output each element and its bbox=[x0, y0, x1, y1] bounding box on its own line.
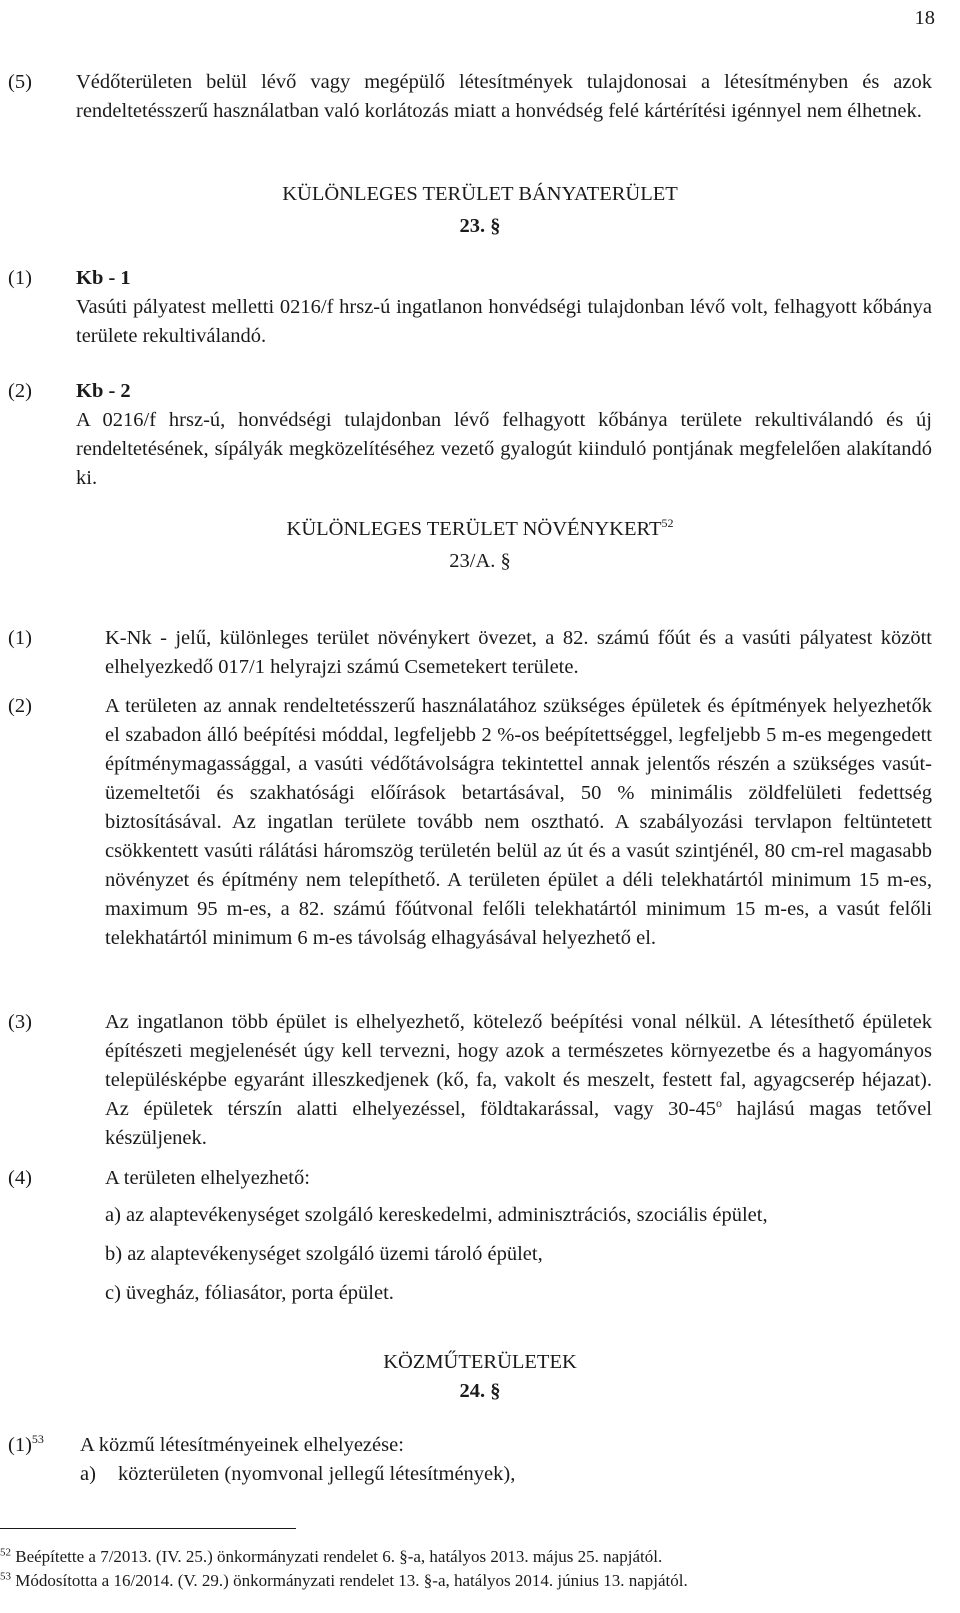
list-item-label: a) bbox=[80, 1463, 96, 1485]
paragraph-text: A területen az annak rendeltetésszerű használatához szükséges épületek és építmények helyezhetők el szabadon álló beépítési móddal, legfeljebb 2 %-os beépítettséggel, legfeljebb 5 m-es megengedett építménymagassággal, a vasúti védőtávolságra tekintettel annak jelentős részén a szükséges vasút-üzemeltetői és szakhatósági előírások betartásával, 50 % minimális zöldfelületi fedettség biztosításával. Az ingatlan területe tovább nem osztható. A szabályozási tervlapon feltüntetett csökkentett vasúti rálátási háromszög területén belül az út és a vasút szintjénél, 80 cm-rel magasabb növényzet és építmény nem telepíthető. A területen épület a déli telekhatártól minimum 15 m-es, maximum 95 m-es, a 82. számú főútvonal felőli telekhatártól minimum 15 m-es, a vasút felőli telekhatártól minimum 6 m-es távolság elhagyásával helyezhető el. bbox=[105, 695, 932, 949]
footnote-ref: 53 bbox=[31, 1432, 44, 1447]
footnote bbox=[0, 1570, 940, 1592]
section-heading: KÜLÖNLEGES TERÜLET BÁNYATERÜLET bbox=[282, 183, 678, 205]
section-number: 23. § bbox=[459, 215, 501, 237]
section-number: 23/A. § bbox=[449, 550, 511, 572]
paragraph-text-end: hajlású magas tetővel készüljenek. bbox=[105, 1098, 932, 1149]
paragraph-text: A 0216/f hrsz-ú, honvédségi tulajdonban lévő felhagyott kőbánya területe rekultiválandó és új rendeltetésének, sípályák megközelítéséhez vezető gyalogút kiinduló pontjának megfelelően alakítandó ki. bbox=[76, 409, 932, 489]
footnote-number: 53 bbox=[0, 1570, 11, 1583]
footnote-text: Beépítette a 7/2013. (IV. 25.) önkormányzati rendelet 6. §-a, hatályos 2013. május 25. napjától. bbox=[15, 1547, 663, 1566]
paragraph-number: (1) bbox=[8, 267, 32, 289]
paragraph-text: Vasúti pályatest melletti 0216/f hrsz-ú ingatlanon honvédségi tulajdonban lévő volt, felhagyott kőbánya területe rekultiválandó. bbox=[76, 296, 932, 347]
paragraph-text bbox=[105, 1008, 932, 1153]
footnote-ref: 52 bbox=[661, 516, 674, 531]
paragraph-text: K-Nk - jelű, különleges terület növénykert övezet, a 82. számú főút és a vasúti pályatest között elhelyezkedő 017/1 helyrajzi számú Csemetekert területe. bbox=[105, 627, 932, 678]
paragraph-title: Kb - 1 bbox=[76, 267, 131, 289]
list-item: c) üvegház, fóliasátor, porta épület. bbox=[105, 1282, 394, 1304]
paragraph-number bbox=[8, 1431, 44, 1460]
list-item: közterületen (nyomvonal jellegű létesítmények), bbox=[118, 1463, 516, 1485]
paragraph-number: (1) bbox=[8, 627, 32, 649]
footnote bbox=[0, 1546, 940, 1568]
paragraph-text: Védőterületen belül lévő vagy megépülő létesítmények tulajdonosai a létesítményben és azok rendeltetésszerű használatban való korlátozás miatt a honvédség felé kártérítési igénnyel nem élhetnek. bbox=[76, 71, 932, 122]
footnote-text: Módosította a 16/2014. (V. 29.) önkormányzati rendelet 13. §-a, hatályos 2014. június 13. napjától. bbox=[15, 1571, 688, 1590]
paragraph-text-main: Az ingatlanon több épület is elhelyezhető, kötelező beépítési vonal nélkül. A létesíthető épületek építészeti megjelenését úgy kell tervezni, hogy azok a természetes környezetbe és a hagyományos településképbe egyaránt illeszkedjenek (kő, fa, vakolt és meszelt, festett fal, agyagcserép héjazat). Az épületek térszín alatti elhelyezéssel, földtakarással, vagy 30-45 bbox=[105, 1011, 932, 1120]
section-number: 24. § bbox=[459, 1380, 501, 1402]
footnote-number: 52 bbox=[0, 1546, 11, 1559]
list-item: b) az alaptevékenységet szolgáló üzemi tároló épület, bbox=[105, 1243, 543, 1265]
paragraph-number-text: (1) bbox=[8, 1434, 32, 1456]
paragraph-text: A területen elhelyezhető: bbox=[105, 1167, 310, 1189]
paragraph-text: A közmű létesítményeinek elhelyezése: bbox=[80, 1434, 404, 1456]
page-number: 18 bbox=[914, 7, 935, 29]
list-item: a) az alaptevékenységet szolgáló kereskedelmi, adminisztrációs, szociális épület, bbox=[105, 1204, 768, 1226]
paragraph-number: (2) bbox=[8, 695, 32, 717]
section-heading: KÖZMŰTERÜLETEK bbox=[383, 1351, 577, 1373]
section-heading-text: KÜLÖNLEGES TERÜLET NÖVÉNYKERT bbox=[286, 518, 662, 540]
paragraph-number: (5) bbox=[8, 71, 32, 93]
paragraph-title: Kb - 2 bbox=[76, 380, 131, 402]
footnote-separator bbox=[0, 1528, 296, 1529]
paragraph-number: (4) bbox=[8, 1167, 32, 1189]
paragraph-number: (3) bbox=[8, 1011, 32, 1033]
degree-sup: o bbox=[716, 1096, 722, 1111]
section-heading bbox=[0, 515, 960, 544]
paragraph-number: (2) bbox=[8, 380, 32, 402]
